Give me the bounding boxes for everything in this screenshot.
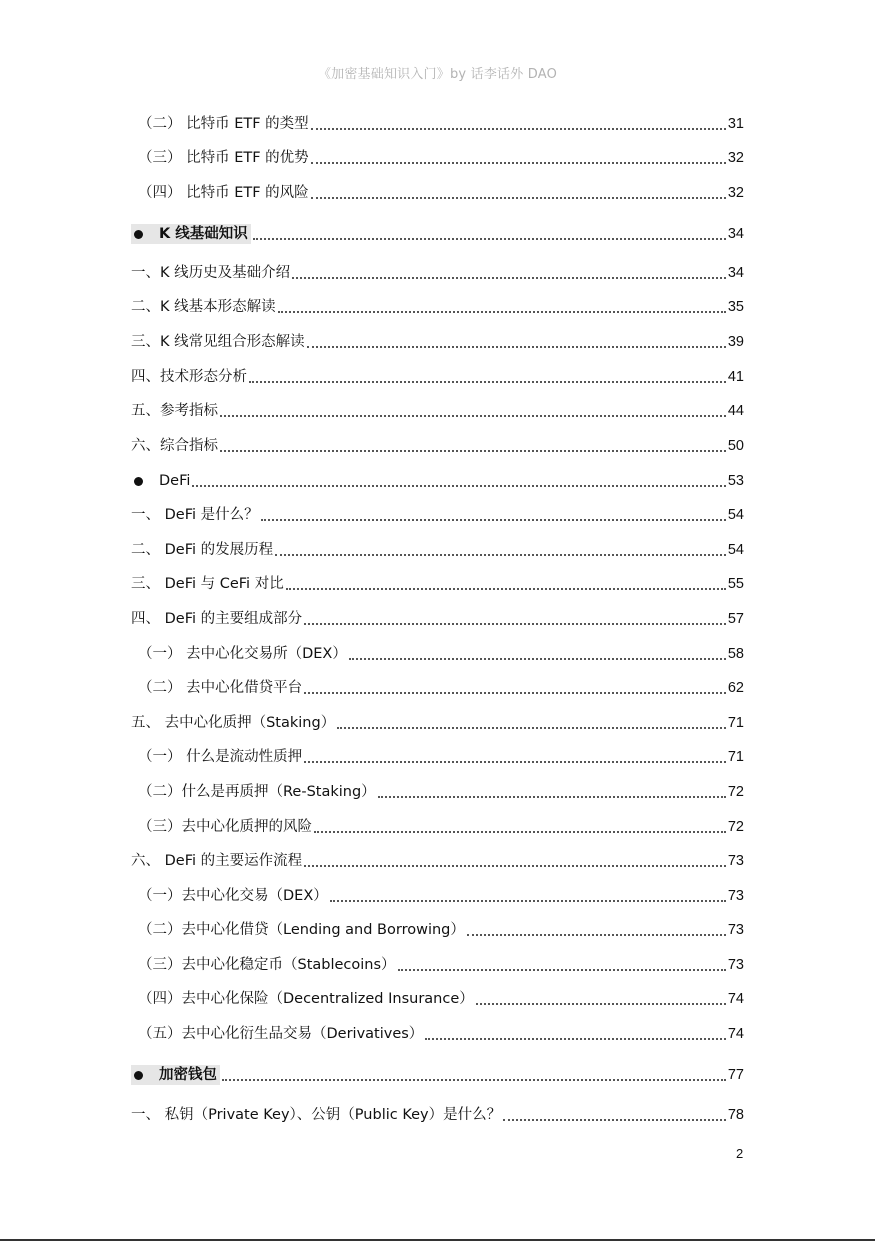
toc-entry-label: （二） 去中心化借贷平台: [138, 680, 303, 696]
toc-entry-page: 53: [727, 473, 744, 489]
toc-entry-label: 二、 DeFi 的发展历程: [131, 542, 274, 558]
toc-chapter[interactable]: [131, 469, 744, 491]
toc-entry[interactable]: [138, 780, 744, 802]
leader-dots: [222, 1079, 726, 1081]
toc-entry[interactable]: [138, 745, 744, 767]
toc-entry-page: 71: [727, 749, 744, 765]
toc-entry-label: （二）什么是再质押（Re-Staking）: [138, 784, 376, 800]
toc-entry-page: 35: [727, 299, 744, 315]
leader-dots: [425, 1038, 726, 1040]
toc-entry-label: 一、 私钥（Private Key）、公钥（Public Key）是什么？: [131, 1107, 502, 1123]
leader-dots: [307, 346, 726, 348]
toc-entry-page: 71: [727, 715, 744, 731]
toc-entry-page: 62: [727, 680, 744, 696]
toc-chapter[interactable]: [131, 1063, 744, 1085]
toc-entry[interactable]: [131, 607, 744, 629]
leader-dots: [311, 162, 726, 164]
toc-entry[interactable]: [131, 261, 744, 283]
chapter-heading: [131, 224, 251, 244]
toc-entry[interactable]: [131, 365, 744, 387]
toc-entry[interactable]: [131, 399, 744, 421]
toc-entry-label: 六、综合指标: [131, 438, 218, 454]
leader-dots: [314, 831, 726, 833]
toc-entry-page: 72: [727, 784, 744, 800]
page-number: 2: [736, 1146, 744, 1161]
leader-dots: [503, 1119, 726, 1121]
toc-entry[interactable]: [138, 112, 744, 134]
toc-entry-page: 34: [727, 265, 744, 281]
toc-entry[interactable]: [131, 572, 744, 594]
chapter-heading: [131, 1065, 220, 1085]
toc-entry-label: 加密钱包: [159, 1067, 217, 1083]
leader-dots: [304, 623, 726, 625]
leader-dots: [378, 796, 726, 798]
toc-entry-label: 四、 DeFi 的主要组成部分: [131, 611, 303, 627]
leader-dots: [467, 934, 726, 936]
toc-entry[interactable]: [138, 987, 744, 1009]
toc-entry[interactable]: [138, 884, 744, 906]
toc-entry[interactable]: [131, 711, 744, 733]
toc-entry[interactable]: [131, 434, 744, 456]
toc-entry-label: （四） 比特币 ETF 的风险: [138, 185, 309, 201]
toc-entry-label: （三）去中心化稳定币（Stablecoins）: [138, 957, 396, 973]
toc-entry-page: 54: [727, 507, 744, 523]
leader-dots: [261, 519, 726, 521]
leader-dots: [249, 381, 726, 383]
toc-chapter[interactable]: [131, 222, 744, 244]
toc-entry[interactable]: [138, 676, 744, 698]
toc-entry-page: 73: [727, 853, 744, 869]
toc-entry-label: 六、 DeFi 的主要运作流程: [131, 853, 303, 869]
toc-entry-label: （二） 比特币 ETF 的类型: [138, 116, 309, 132]
bullet-icon: [134, 230, 143, 239]
toc-entry[interactable]: [138, 953, 744, 975]
toc-entry[interactable]: [131, 1103, 744, 1125]
toc-entry-label: （一） 什么是流动性质押: [138, 749, 303, 765]
toc-entry-page: 77: [727, 1067, 744, 1083]
toc-entry-page: 44: [727, 403, 744, 419]
leader-dots: [278, 311, 726, 313]
leader-dots: [476, 1003, 726, 1005]
leader-dots: [311, 128, 726, 130]
toc-entry-page: 73: [727, 888, 744, 904]
toc-entry-page: 57: [727, 611, 744, 627]
toc-entry[interactable]: [131, 330, 744, 352]
leader-dots: [330, 900, 726, 902]
toc-entry-page: 50: [727, 438, 744, 454]
toc-entry-page: 55: [727, 576, 744, 592]
toc-entry-page: 39: [727, 334, 744, 350]
toc-entry-page: 74: [727, 991, 744, 1007]
leader-dots: [398, 969, 726, 971]
leader-dots: [220, 415, 726, 417]
toc-entry-label: （四）去中心化保险（Decentralized Insurance）: [138, 991, 474, 1007]
toc-entry[interactable]: [138, 918, 744, 940]
leader-dots: [337, 727, 726, 729]
toc-entry-label: 四、技术形态分析: [131, 369, 247, 385]
toc-entry-page: 54: [727, 542, 744, 558]
toc-entry-label: 一、 DeFi 是什么？: [131, 507, 259, 523]
toc-entry-page: 41: [727, 369, 744, 385]
leader-dots: [286, 588, 726, 590]
leader-dots: [192, 485, 725, 487]
toc-entry-label: 三、 DeFi 与 CeFi 对比: [131, 576, 284, 592]
toc-entry[interactable]: [138, 642, 744, 664]
toc-entry-label: （一）去中心化交易（DEX）: [138, 888, 328, 904]
toc-entry-label: K 线基础知识: [159, 226, 248, 242]
toc-entry-page: 73: [727, 957, 744, 973]
toc-entry[interactable]: [131, 849, 744, 871]
toc-entry-page: 72: [727, 819, 744, 835]
toc-entry[interactable]: [138, 146, 744, 168]
leader-dots: [304, 865, 726, 867]
toc-entry-page: 73: [727, 922, 744, 938]
toc-entry[interactable]: [131, 295, 744, 317]
leader-dots: [304, 761, 726, 763]
toc-entry-page: 31: [727, 116, 744, 132]
toc-entry-page: 32: [727, 185, 744, 201]
bullet-icon: [134, 477, 143, 486]
leader-dots: [311, 197, 726, 199]
toc-entry-label: （二）去中心化借贷（Lending and Borrowing）: [138, 922, 465, 938]
leader-dots: [292, 277, 726, 279]
toc-entry-label: （五）去中心化衍生品交易（Derivatives）: [138, 1026, 424, 1042]
leader-dots: [220, 450, 726, 452]
toc-entry-label: （一） 去中心化交易所（DEX）: [138, 646, 347, 662]
leader-dots: [304, 692, 726, 694]
toc-entry-page: 58: [727, 646, 744, 662]
toc-entry-label: DeFi: [159, 473, 191, 489]
toc-entry-label: 五、参考指标: [131, 403, 218, 419]
toc-entry-page: 34: [727, 226, 744, 242]
leader-dots: [349, 658, 726, 660]
toc-entry[interactable]: [131, 503, 744, 525]
toc-entry-page: 74: [727, 1026, 744, 1042]
toc-entry-page: 32: [727, 150, 744, 166]
toc-entry-label: 五、 去中心化质押（Staking）: [131, 715, 336, 731]
chapter-heading: [131, 471, 190, 491]
toc-entry-label: 一、K 线历史及基础介绍: [131, 265, 291, 281]
leader-dots: [275, 554, 726, 556]
toc-entry-label: （三） 比特币 ETF 的优势: [138, 150, 309, 166]
leader-dots: [253, 238, 726, 240]
page-bottom-border: [0, 1239, 875, 1241]
toc-entry[interactable]: [138, 815, 744, 837]
toc-entry[interactable]: [131, 538, 744, 560]
toc-entry-label: （三）去中心化质押的风险: [138, 819, 312, 835]
toc-entry[interactable]: [138, 181, 744, 203]
bullet-icon: [134, 1071, 143, 1080]
toc-entry-page: 78: [727, 1107, 744, 1123]
toc-entry-label: 三、K 线常见组合形态解读: [131, 334, 305, 350]
running-header: 《加密基础知识入门》by 话李话外 DAO: [317, 67, 558, 82]
toc-entry[interactable]: [138, 1022, 744, 1044]
toc-entry-label: 二、K 线基本形态解读: [131, 299, 276, 315]
